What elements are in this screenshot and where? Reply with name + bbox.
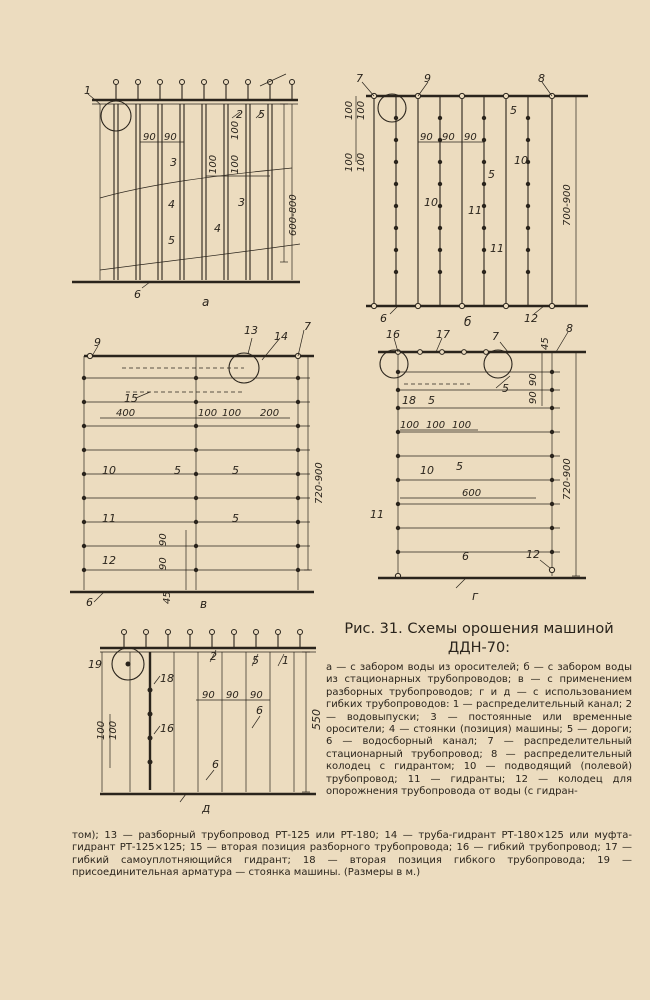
callout: 11 — [370, 508, 384, 521]
panel-a-labels — [84, 84, 299, 309]
dim-label: 45 — [162, 591, 173, 604]
callout: 16 — [386, 328, 400, 341]
dim-label: 100 — [222, 408, 242, 419]
callout: 6 — [134, 288, 141, 301]
callout: 5 — [488, 168, 495, 181]
callout: 11 — [102, 512, 116, 525]
panel-letter: а — [202, 295, 210, 309]
dim-label: 90 — [226, 690, 239, 701]
callout: 12 — [524, 312, 538, 325]
callout: 7 — [304, 320, 311, 333]
caption-title — [326, 620, 632, 658]
dim-label: 100 — [198, 408, 218, 419]
callout: 16 — [160, 722, 174, 735]
callout: 10 — [424, 196, 438, 209]
figure-caption — [326, 620, 632, 798]
dim-label: 100 — [230, 154, 241, 174]
panel-g-labels — [370, 322, 573, 603]
dim-label: 100 — [344, 152, 355, 172]
callout: 18 — [402, 394, 416, 407]
callout: 7 — [356, 72, 363, 85]
panel-b-pipes — [374, 96, 552, 306]
dim-label: 100 — [108, 720, 119, 740]
callout: 5 — [232, 512, 239, 525]
callout: 2 — [210, 650, 217, 663]
callout: 11 — [468, 204, 482, 217]
dim-label: 90 — [158, 533, 169, 546]
callout: 10 — [102, 464, 116, 477]
callout: 8 — [566, 322, 573, 335]
panel-a-ditches — [114, 104, 272, 280]
callout: 18 — [160, 672, 174, 685]
callout: 5 — [174, 464, 181, 477]
dim-label: 90 — [164, 132, 177, 143]
dim-label: 100 — [356, 152, 367, 172]
dim-label: 90 — [143, 132, 156, 143]
dim-label: 100 — [452, 420, 472, 431]
panel-d-positions — [112, 648, 153, 784]
dim-label: 90 — [202, 690, 215, 701]
callout: 4 — [168, 198, 175, 211]
callout: 7 — [492, 330, 499, 343]
callout: 6 — [86, 596, 93, 609]
callout: 13 — [244, 324, 258, 337]
panel-d-labels — [88, 650, 323, 815]
callout: 5 — [502, 382, 509, 395]
dim-label: 100 — [344, 100, 355, 120]
panel-g-positions — [380, 350, 512, 384]
callout: 12 — [102, 554, 116, 567]
callout: 6 — [212, 758, 219, 771]
dim-label: 90 — [250, 690, 263, 701]
dim-label: 90 — [158, 557, 169, 570]
callout: 11 — [490, 242, 504, 255]
callout: 2 — [236, 108, 243, 121]
dim-label: 100 — [96, 720, 107, 740]
panel-d-lines — [102, 652, 294, 792]
panel-v — [70, 320, 325, 611]
dim-label: 550 — [310, 709, 323, 730]
callout: 5 — [252, 654, 259, 667]
panel-letter: г — [472, 589, 479, 603]
dim-label: 90 — [528, 391, 539, 404]
callout: 6 — [380, 312, 387, 325]
panel-letter: д — [202, 801, 211, 815]
callout: 10 — [514, 154, 528, 167]
callout: 5 — [258, 108, 265, 121]
caption-legend: а — с забором воды из оросителей; б — с забором воды из стационарных трубопроводов; в — с применением разборных трубопроводов; г и д — с использованием гибких трубопроводов: 1 — распределительный канал; 2 — водовыпуски; 3 — постоянные или временные оросители; 4 — стоянки (позиция) машины; 5 — дороги; 6 — водосборный канал; 7 — распределительный стационарный трубопровод; 8 — распределительный колодец с гидрантом; 10 — подводящий (полевой) трубопровод; 11 — гидранты; 12 — колодец для опорожнения трубопровода от воды (с гидран- — [326, 662, 632, 798]
panel-v-hydrants — [82, 353, 301, 572]
panel-v-labels — [86, 320, 325, 611]
dim-label: 90 — [528, 373, 539, 386]
dim-label: 600-800 — [288, 194, 299, 236]
dim-label: 100 — [426, 420, 446, 431]
dim-label: 90 — [464, 132, 477, 143]
dim-label: 100 — [208, 154, 219, 174]
dim-label: 400 — [116, 408, 136, 419]
callout: 5 — [510, 104, 517, 117]
callout: 5 — [428, 394, 435, 407]
callout: 9 — [94, 336, 101, 349]
figure-title: Схемы орошения машиной ДДН-70: — [407, 621, 614, 656]
panel-b — [344, 72, 588, 329]
dim-label: 200 — [260, 408, 280, 419]
caption-legend-continued: том); 13 — разборный трубопровод РТ-125 или РТ-180; 14 — труба-гидрант РТ-180×125 или муфта-гидрант РТ-125×125; 15 — вторая позиция разборного трубопровода; 16 — гибкий трубопровод; 17 — гибкий самоуплотняющийся гидрант; 18 — вторая позиция гибкого трубопровода; 19 — присоединительная арматура — стоянка машины. (Размеры в м.) — [72, 830, 632, 879]
dim-label: 90 — [442, 132, 455, 143]
callout: 14 — [274, 330, 288, 343]
callout: 17 — [436, 328, 450, 341]
panel-letter: б — [464, 315, 472, 329]
dim-label: 45 — [540, 337, 551, 350]
panel-d — [88, 630, 323, 816]
callout: 5 — [232, 464, 239, 477]
dim-label: 720-900 — [314, 462, 325, 504]
panel-a — [72, 74, 300, 309]
dim-label: 700-900 — [562, 184, 573, 226]
dim-label: 720-900 — [562, 458, 573, 500]
callout: 5 — [168, 234, 175, 247]
dim-label: 100 — [400, 420, 420, 431]
callout: 5 — [456, 460, 463, 473]
panel-b-positions — [374, 94, 406, 296]
panel-g — [370, 322, 586, 603]
callout: 3 — [238, 196, 245, 209]
callout: 12 — [526, 548, 540, 561]
panel-v-positions — [122, 353, 259, 392]
callout: 3 — [170, 156, 177, 169]
panel-letter: в — [200, 597, 208, 611]
panel-b-hydrants — [371, 93, 554, 308]
panel-a-positions — [101, 101, 131, 280]
figure-number: Рис. 31. — [344, 621, 403, 637]
callout: 6 — [462, 550, 469, 563]
dim-label: 100 — [356, 100, 367, 120]
callout: 8 — [538, 72, 545, 85]
panel-d-risers — [122, 630, 303, 649]
callout: 6 — [256, 704, 263, 717]
callout: 10 — [420, 464, 434, 477]
dim-label: 90 — [420, 132, 433, 143]
callout: 4 — [214, 222, 221, 235]
callout: 9 — [424, 72, 431, 85]
dim-label: 600 — [462, 488, 482, 499]
callout: 19 — [88, 658, 102, 671]
callout: 1 — [84, 84, 91, 97]
callout: 15 — [124, 392, 138, 405]
dim-label: 100 — [230, 120, 241, 140]
callout: 1 — [282, 654, 289, 667]
